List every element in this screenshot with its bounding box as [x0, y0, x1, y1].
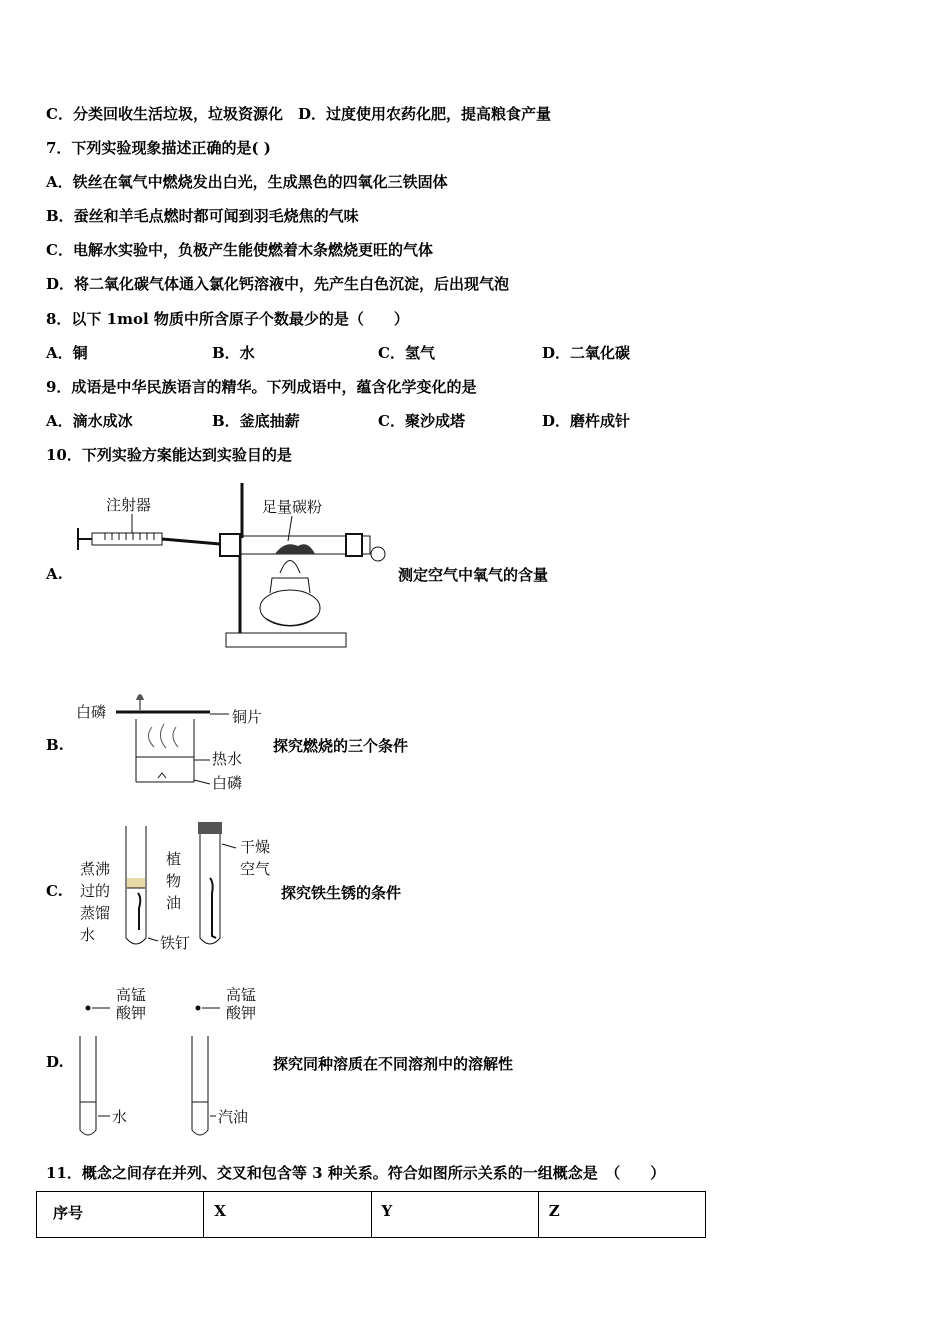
q7-option-c: C．电解水实验中，负极产生能使燃着木条燃烧更旺的气体	[46, 241, 433, 259]
boiled-water-text-2: 过的	[80, 882, 111, 900]
q10-d-caption: 探究同种溶质在不同溶剂中的溶解性	[273, 1055, 514, 1073]
q10-b-label: B.	[46, 736, 64, 754]
iron-nail-text: 铁钉	[160, 934, 191, 952]
header-index: 序号	[37, 1192, 204, 1238]
table-header-row	[37, 1192, 706, 1238]
q11-table	[36, 1191, 706, 1238]
q10-d-label: D.	[46, 1053, 64, 1071]
syringe-text: 注射器	[106, 496, 152, 514]
q7-option-a: A．铁丝在氧气中燃烧发出白光，生成黑色的四氧化三铁固体	[46, 173, 448, 191]
vegetable-oil-text-3: 油	[166, 894, 182, 912]
dry-air-text-1: 干燥	[240, 838, 271, 856]
boiled-water-text-4: 水	[80, 926, 96, 944]
boiled-water-text-3: 蒸馏	[80, 904, 111, 922]
q10-c-caption: 探究铁生锈的条件	[281, 884, 402, 902]
q10-stem: 10．下列实验方案能达到实验目的是	[46, 446, 292, 464]
vegetable-oil-text-2: 物	[166, 872, 182, 890]
q8-stem: 8．以下 1mol 物质中所含原子个数最少的是（ ）	[46, 310, 409, 328]
vegetable-oil-text-1: 植	[166, 850, 182, 868]
header-z: Z	[538, 1192, 705, 1238]
white-phosphorus-top-text: 白磷	[76, 703, 107, 721]
q10-c-label: C.	[46, 882, 63, 900]
white-phosphorus-bottom-text: 白磷	[212, 774, 243, 792]
q9-stem: 9．成语是中华民族语言的精华。下列成语中，蕴含化学变化的是	[46, 378, 477, 396]
q8-option-a: A．铜	[46, 344, 88, 362]
q8-option-b: B．水	[212, 344, 255, 362]
hot-water-text: 热水	[212, 750, 243, 768]
q11-stem: 11．概念之间存在并列、交叉和包含等 3 种关系。符合如图所示关系的一组概念是 （ ）	[46, 1164, 666, 1182]
q9-option-d: D．磨杵成针	[542, 412, 631, 430]
kmno4-left-text-2: 酸钾	[116, 1004, 147, 1022]
q10-a-caption: 测定空气中氧气的含量	[398, 566, 549, 584]
q10-a-apparatus-figure	[70, 478, 400, 656]
q10-b-caption: 探究燃烧的三个条件	[273, 737, 409, 755]
q9-option-b: B．釜底抽薪	[212, 412, 300, 430]
kmno4-left-text-1: 高锰	[116, 986, 147, 1004]
q7-stem: 7．下列实验现象描述正确的是( )	[46, 139, 271, 157]
copper-sheet-text: 铜片	[232, 708, 263, 726]
q8-option-c: C．氢气	[378, 344, 435, 362]
carbon-powder-text: 足量碳粉	[262, 498, 323, 516]
gasoline-text: 汽油	[218, 1108, 249, 1126]
dry-air-text-2: 空气	[240, 860, 271, 878]
q9-option-a: A．滴水成冰	[46, 412, 133, 430]
header-y: Y	[371, 1192, 538, 1238]
kmno4-right-text-2: 酸钾	[226, 1004, 257, 1022]
water-text: 水	[112, 1108, 128, 1126]
q7-option-b: B．蚕丝和羊毛点燃时都可闻到羽毛烧焦的气味	[46, 207, 359, 225]
q10-c-apparatus-figure	[76, 818, 280, 958]
boiled-water-text-1: 煮沸	[80, 860, 111, 878]
q6-options-cd: C．分类回收生活垃圾，垃圾资源化 D．过度使用农药化肥，提高粮食产量	[46, 105, 551, 123]
kmno4-right-text-1: 高锰	[226, 986, 257, 1004]
header-x: X	[204, 1192, 371, 1238]
q10-b-apparatus-figure	[74, 682, 274, 794]
q10-a-label: A.	[46, 565, 63, 583]
q10-d-apparatus-figure	[76, 982, 276, 1142]
q7-option-d: D．将二氧化碳气体通入氯化钙溶液中，先产生白色沉淀，后出现气泡	[46, 275, 510, 293]
q8-option-d: D．二氧化碳	[542, 344, 631, 362]
q9-option-c: C．聚沙成塔	[378, 412, 465, 430]
